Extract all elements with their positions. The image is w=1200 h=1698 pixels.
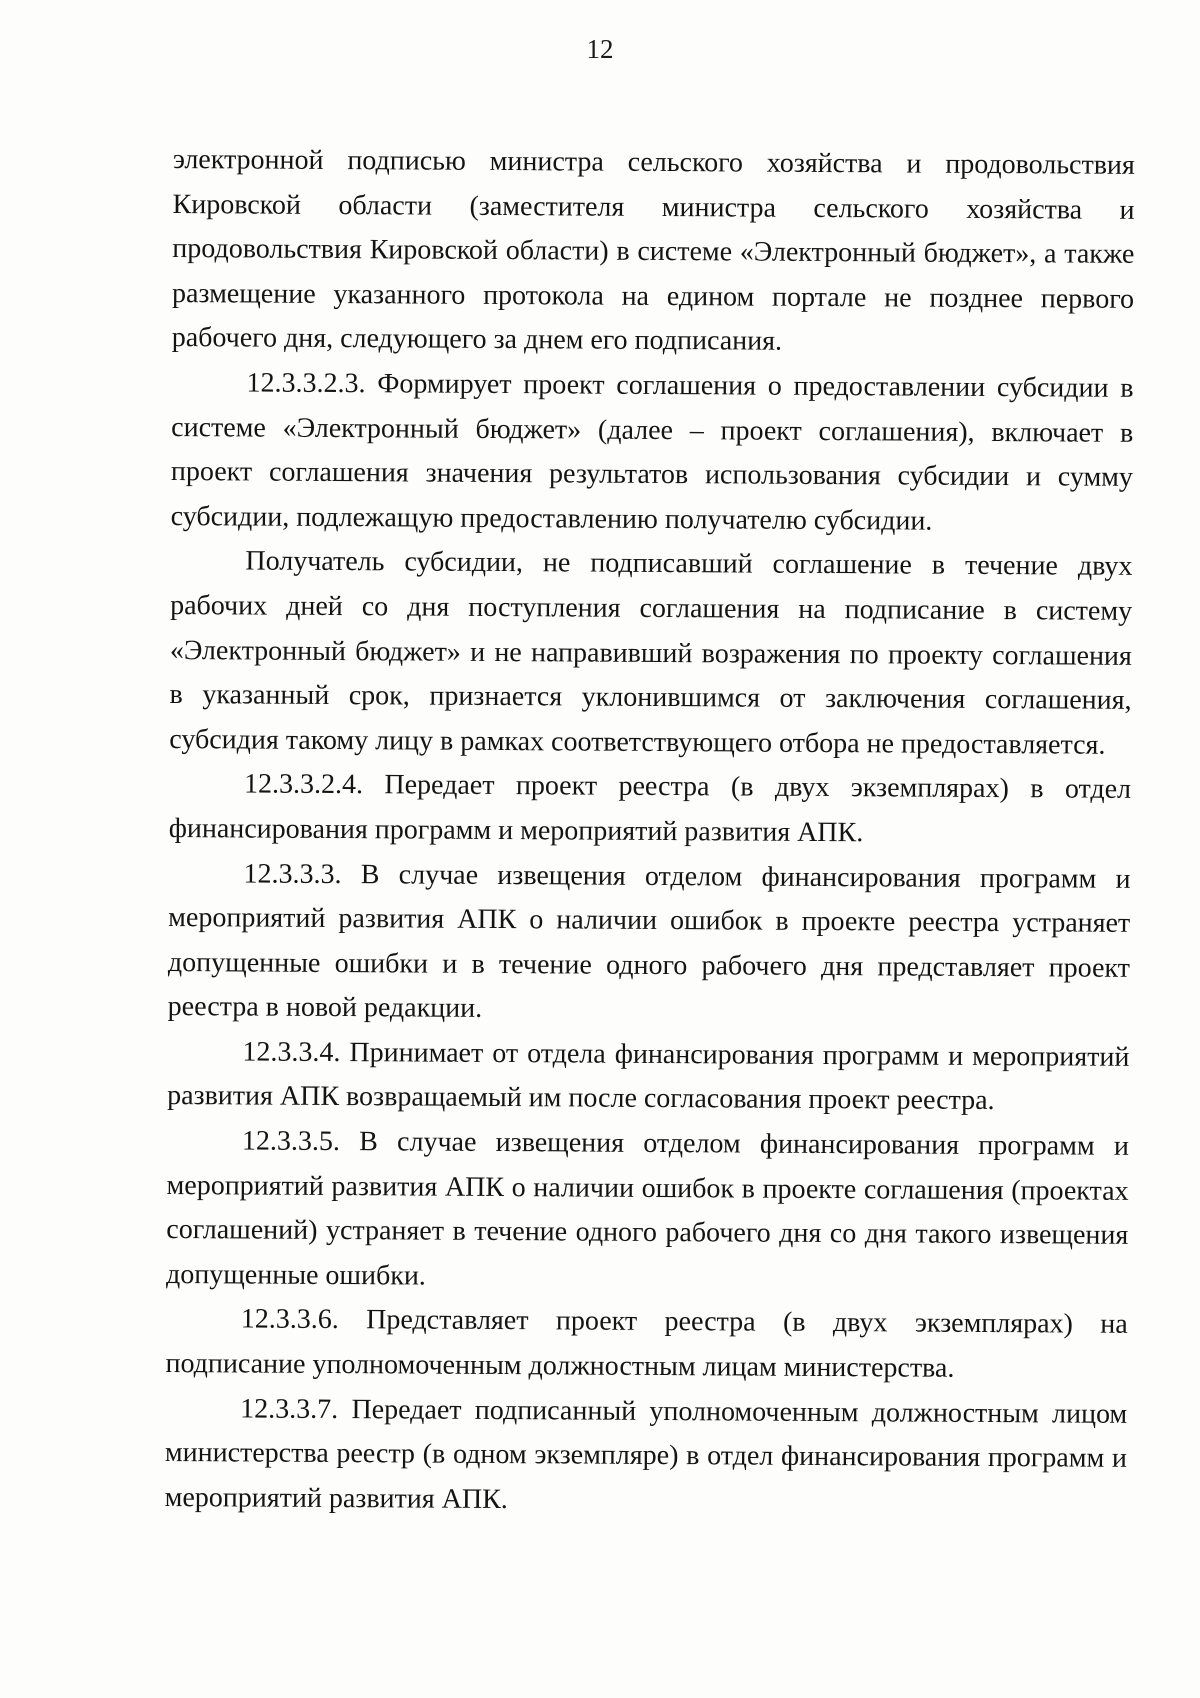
document-body [165,138,1135,1526]
paragraph-recipient-refusal: Получатель субсидии, не подписавший соглашение в течение двух рабочих дней со дня поступления соглашения на подписание в систему «Электронный бюджет» и не направивший возражения по проекту соглашения в указанный срок, признается уклонившимся от заключения соглашения, субсидия такому лицу в рамках соответствующего отбора не предоставляется. [169,545,1133,761]
paragraph-12-3-3-3: 12.3.3.3. В случае извещения отделом финансирования программ и мероприятий развития АПК о наличии ошибок в проекте реестра устраняет допущенные ошибки и в течение одного рабочего дня представляет проект реестра в новой редакции. [167,857,1131,1025]
paragraph-12-3-3-2-4: 12.3.3.2.4. Передает проект реестра (в двух экземплярах) в отдел финансирования программ и мероприятий развития АПК. [168,768,1132,849]
paragraph-12-3-3-4: 12.3.3.4. Принимает от отдела финансирования программ и мероприятий развития АПК возвращаемый им после согласования проект реестра. [167,1036,1130,1117]
paragraph-12-3-3-6: 12.3.3.6. Представляет проект реестра (в двух экземплярах) на подписание уполномоченным должностным лицам министерства. [165,1303,1128,1384]
paragraph-12-3-3-5: 12.3.3.5. В случае извещения отделом финансирования программ и мероприятий развития АПК о наличии ошибок в проекте соглашения (проектах соглашений) устраняет в течение одного рабочего дня со дня такого извещения допущенные ошибки. [165,1125,1129,1292]
page-number: 12 [586,34,614,64]
paragraph-12-3-3-2-3: 12.3.3.2.3. Формирует проект соглашения о предоставлении субсидии в системе «Электронный бюджет» (далее – проект соглашения), включает в проект соглашения значения результатов использования субсидии и сумму субсидии, подлежащую предоставлению получателю субсидии. [170,367,1134,537]
paragraph-signature-protocol: электронной подписью министра сельского хозяйства и продовольствия Кировской области (заместителя министра сельского хозяйства и продовольствия Кировской области) в системе «Электронный бюджет», а также размещение указанного протокола на едином портале не позднее первого рабочего дня, следующего за днем его подписания. [171,143,1135,358]
paragraph-12-3-3-7: 12.3.3.7. Передает подписанный уполномоченным должностным лицом министерства реестр (в одном экземпляре) в отдел финансирования программ и мероприятий развития АПК. [164,1393,1128,1515]
